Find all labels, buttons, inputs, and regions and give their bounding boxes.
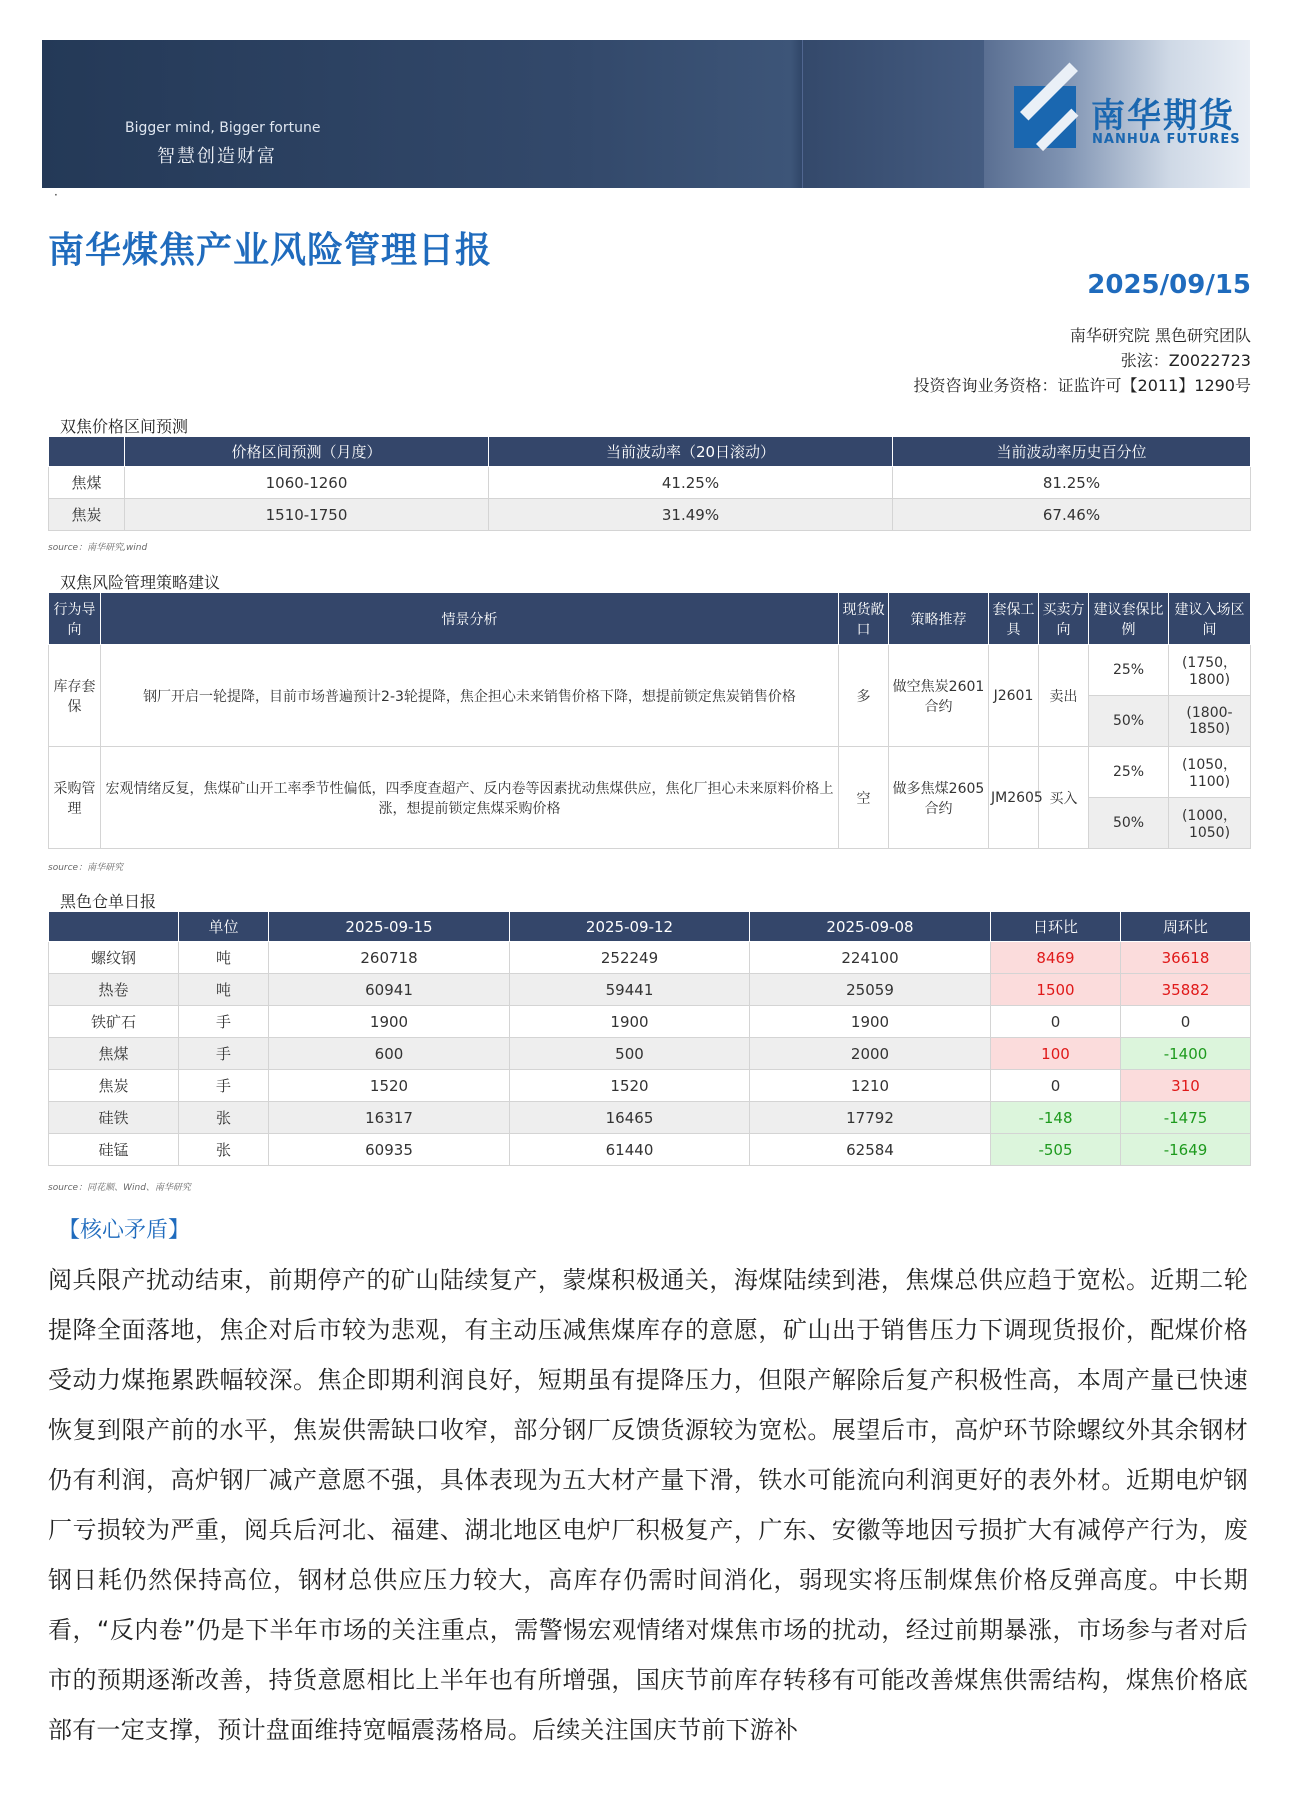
range-cell: (1800-1850)	[1169, 696, 1251, 747]
value-cell: 2000	[750, 1038, 991, 1070]
table-row	[49, 645, 1251, 696]
value-cell: 260718	[269, 942, 510, 974]
research-team: 南华研究院 黑色研究团队	[1069, 326, 1251, 345]
exposure-cell: 空	[839, 747, 889, 849]
day-change-cell: 1500	[991, 974, 1121, 1006]
table-row	[49, 1102, 1251, 1134]
price-source: source：南华研究,wind	[48, 543, 148, 553]
scenario-cell: 钢厂开启一轮提降，目前市场普遍预计2-3轮提降，焦企担心未来销售价格下降，想提前锁定焦炭销售价格	[101, 645, 839, 747]
core-analysis-text: 阅兵限产扰动结束，前期停产的矿山陆续复产，蒙煤积极通关，海煤陆续到港，焦煤总供应趋于宽松。近期二轮提降全面落地，焦企对后市较为悲观，有主动压减焦煤库存的意愿，矿山出于销售压力下调现货报价，配煤价格受动力煤拖累跌幅较深。焦企即期利润良好，短期虽有提降压力，但限产解除后复产积极性高，本周产量已快速恢复到限产前的水平，焦炭供需缺口收窄，部分钢厂反馈货源较为宽松。展望后市，高炉环节除螺纹外其余钢材仍有利润，高炉钢厂减产意愿不强，具体表现为五大材产量下滑，铁水可能流向利润更好的表外材。近期电炉钢厂亏损较为严重，阅兵后河北、福建、湖北地区电炉厂积极复产，广东、安徽等地因亏损扩大有减停产行为，废钢日耗仍然保持高位，钢材总供应压力较大，高库存仍需时间消化，弱现实将压制煤焦价格反弹高度。中长期看，“反内卷”仍是下半年市场的关注重点，需警惕宏观情绪对煤焦市场的扰动，经过前期暴涨，市场参与者对后市的预期逐渐改善，持货意愿相比上半年也有所增强，国庆节前库存转移有可能改善煤焦供需结构，煤焦价格底部有一定支撑，预计盘面维持宽幅震荡格局。后续关注国庆节前下游补	[48, 1266, 1248, 1744]
tagline-en: Bigger mind, Bigger fortune	[125, 120, 321, 136]
strategy-cell: 做空焦炭2601合约	[889, 645, 989, 747]
value-cell: 60941	[269, 974, 510, 1006]
warehouse-table-label: 黑色仓单日报	[60, 892, 157, 911]
unit-cell: 张	[179, 1102, 269, 1134]
commodity-cell: 螺纹钢	[49, 942, 179, 974]
week-change-cell: -1649	[1121, 1134, 1251, 1166]
week-change-cell: 35882	[1121, 974, 1251, 1006]
warehouse-source: source：同花顺、Wind、南华研究	[48, 1183, 191, 1193]
column-header: 2025-09-15	[269, 912, 510, 942]
column-header: 日环比	[991, 912, 1121, 942]
analyst-id: 张泫：Z0022723	[1120, 351, 1251, 370]
value-cell: 61440	[510, 1134, 750, 1166]
price-table-label: 双焦价格区间预测	[60, 417, 189, 436]
day-change-cell: 8469	[991, 942, 1121, 974]
table-row	[49, 942, 1251, 974]
day-change-cell: 0	[991, 1070, 1121, 1102]
value-cell: 17792	[750, 1102, 991, 1134]
week-change-cell: -1400	[1121, 1038, 1251, 1070]
table-cell: 焦炭	[49, 499, 125, 531]
value-cell: 252249	[510, 942, 750, 974]
scenario-cell: 宏观情绪反复，焦煤矿山开工率季节性偏低，四季度查超产、反内卷等因素扰动焦煤供应，焦化厂担心未来原料价格上涨，想提前锁定焦煤采购价格	[101, 747, 839, 849]
strategy-cell: 做多焦煤2605合约	[889, 747, 989, 849]
ratio-cell: 25%	[1089, 645, 1169, 696]
week-change-cell: 0	[1121, 1006, 1251, 1038]
column-header: 建议套保比例	[1089, 593, 1169, 645]
value-cell: 224100	[750, 942, 991, 974]
ratio-cell: 50%	[1089, 696, 1169, 747]
table-cell: 67.46%	[893, 499, 1251, 531]
value-cell: 25059	[750, 974, 991, 1006]
column-header: 当前波动率（20日滚动）	[489, 437, 893, 467]
nanhua-logo-icon	[1014, 86, 1076, 148]
logo-text-en: NANHUA FUTURES	[1092, 132, 1241, 147]
ratio-cell: 50%	[1089, 798, 1169, 849]
table-row	[49, 1038, 1251, 1070]
range-cell: (1750，1800)	[1169, 645, 1251, 696]
column-header: 价格区间预测（月度）	[125, 437, 489, 467]
table-row	[49, 974, 1251, 1006]
table-row	[49, 499, 1251, 531]
value-cell: 1900	[750, 1006, 991, 1038]
range-cell: (1000，1050)	[1169, 798, 1251, 849]
value-cell: 1210	[750, 1070, 991, 1102]
side-cell: 买入	[1039, 747, 1089, 849]
logo-text-cn: 南华期货	[1091, 96, 1235, 136]
table-cell: 31.49%	[489, 499, 893, 531]
tool-cell: J2601	[989, 645, 1039, 747]
table-cell: 焦煤	[49, 467, 125, 499]
direction-cell: 采购管理	[49, 747, 101, 849]
column-header: 2025-09-12	[510, 912, 750, 942]
page-title: 南华煤焦产业风险管理日报	[48, 230, 493, 271]
day-change-cell: 100	[991, 1038, 1121, 1070]
table-cell: 1510-1750	[125, 499, 489, 531]
column-header: 情景分析	[101, 593, 839, 645]
direction-cell: 库存套保	[49, 645, 101, 747]
commodity-cell: 硅锰	[49, 1134, 179, 1166]
value-cell: 1520	[510, 1070, 750, 1102]
range-cell: (1050，1100)	[1169, 747, 1251, 798]
ratio-cell: 25%	[1089, 747, 1169, 798]
unit-cell: 张	[179, 1134, 269, 1166]
day-change-cell: -148	[991, 1102, 1121, 1134]
column-header: 策略推荐	[889, 593, 989, 645]
strategy-table-label: 双焦风险管理策略建议	[60, 573, 221, 592]
value-cell: 60935	[269, 1134, 510, 1166]
value-cell: 1900	[510, 1006, 750, 1038]
license-info: 投资咨询业务资格：证监许可【2011】1290号	[913, 376, 1251, 395]
value-cell: 1520	[269, 1070, 510, 1102]
price-forecast-table	[48, 436, 1251, 531]
column-header: 周环比	[1121, 912, 1251, 942]
week-change-cell: 310	[1121, 1070, 1251, 1102]
table-cell: 41.25%	[489, 467, 893, 499]
column-header	[49, 912, 179, 942]
table-row	[49, 1070, 1251, 1102]
column-header	[49, 437, 125, 467]
header-banner	[42, 40, 1250, 188]
table-cell: 1060-1260	[125, 467, 489, 499]
side-cell: 卖出	[1039, 645, 1089, 747]
column-header: 行为导向	[49, 593, 101, 645]
unit-cell: 吨	[179, 942, 269, 974]
commodity-cell: 焦炭	[49, 1070, 179, 1102]
report-date: 2025/09/15	[1087, 270, 1251, 300]
column-header: 当前波动率历史百分位	[893, 437, 1251, 467]
unit-cell: 手	[179, 1038, 269, 1070]
column-header: 现货敞口	[839, 593, 889, 645]
tagline-cn: 智慧创造财富	[157, 146, 277, 167]
exposure-cell: 多	[839, 645, 889, 747]
value-cell: 16317	[269, 1102, 510, 1134]
unit-cell: 手	[179, 1070, 269, 1102]
value-cell: 600	[269, 1038, 510, 1070]
commodity-cell: 热卷	[49, 974, 179, 1006]
column-header: 买卖方向	[1039, 593, 1089, 645]
strategy-table	[48, 592, 1251, 849]
column-header: 2025-09-08	[750, 912, 991, 942]
value-cell: 59441	[510, 974, 750, 1006]
warehouse-receipt-table	[48, 911, 1251, 1166]
value-cell: 16465	[510, 1102, 750, 1134]
value-cell: 1900	[269, 1006, 510, 1038]
table-row	[49, 467, 1251, 499]
commodity-cell: 焦煤	[49, 1038, 179, 1070]
day-change-cell: -505	[991, 1134, 1121, 1166]
banner-panel	[802, 40, 985, 188]
strategy-source: source：南华研究	[48, 863, 124, 873]
week-change-cell: -1475	[1121, 1102, 1251, 1134]
table-row	[49, 1006, 1251, 1038]
unit-cell: 吨	[179, 974, 269, 1006]
commodity-cell: 铁矿石	[49, 1006, 179, 1038]
unit-cell: 手	[179, 1006, 269, 1038]
value-cell: 500	[510, 1038, 750, 1070]
day-change-cell: 0	[991, 1006, 1121, 1038]
tool-cell: JM2605	[989, 747, 1039, 849]
commodity-cell: 硅铁	[49, 1102, 179, 1134]
value-cell: 62584	[750, 1134, 991, 1166]
week-change-cell: 36618	[1121, 942, 1251, 974]
column-header: 单位	[179, 912, 269, 942]
table-row	[49, 747, 1251, 798]
column-header: 套保工具	[989, 593, 1039, 645]
table-cell: 81.25%	[893, 467, 1251, 499]
table-row	[49, 1134, 1251, 1166]
column-header: 建议入场区间	[1169, 593, 1251, 645]
core-heading: 【核心矛盾】	[58, 1218, 191, 1243]
dot-mark: ·	[54, 188, 58, 202]
